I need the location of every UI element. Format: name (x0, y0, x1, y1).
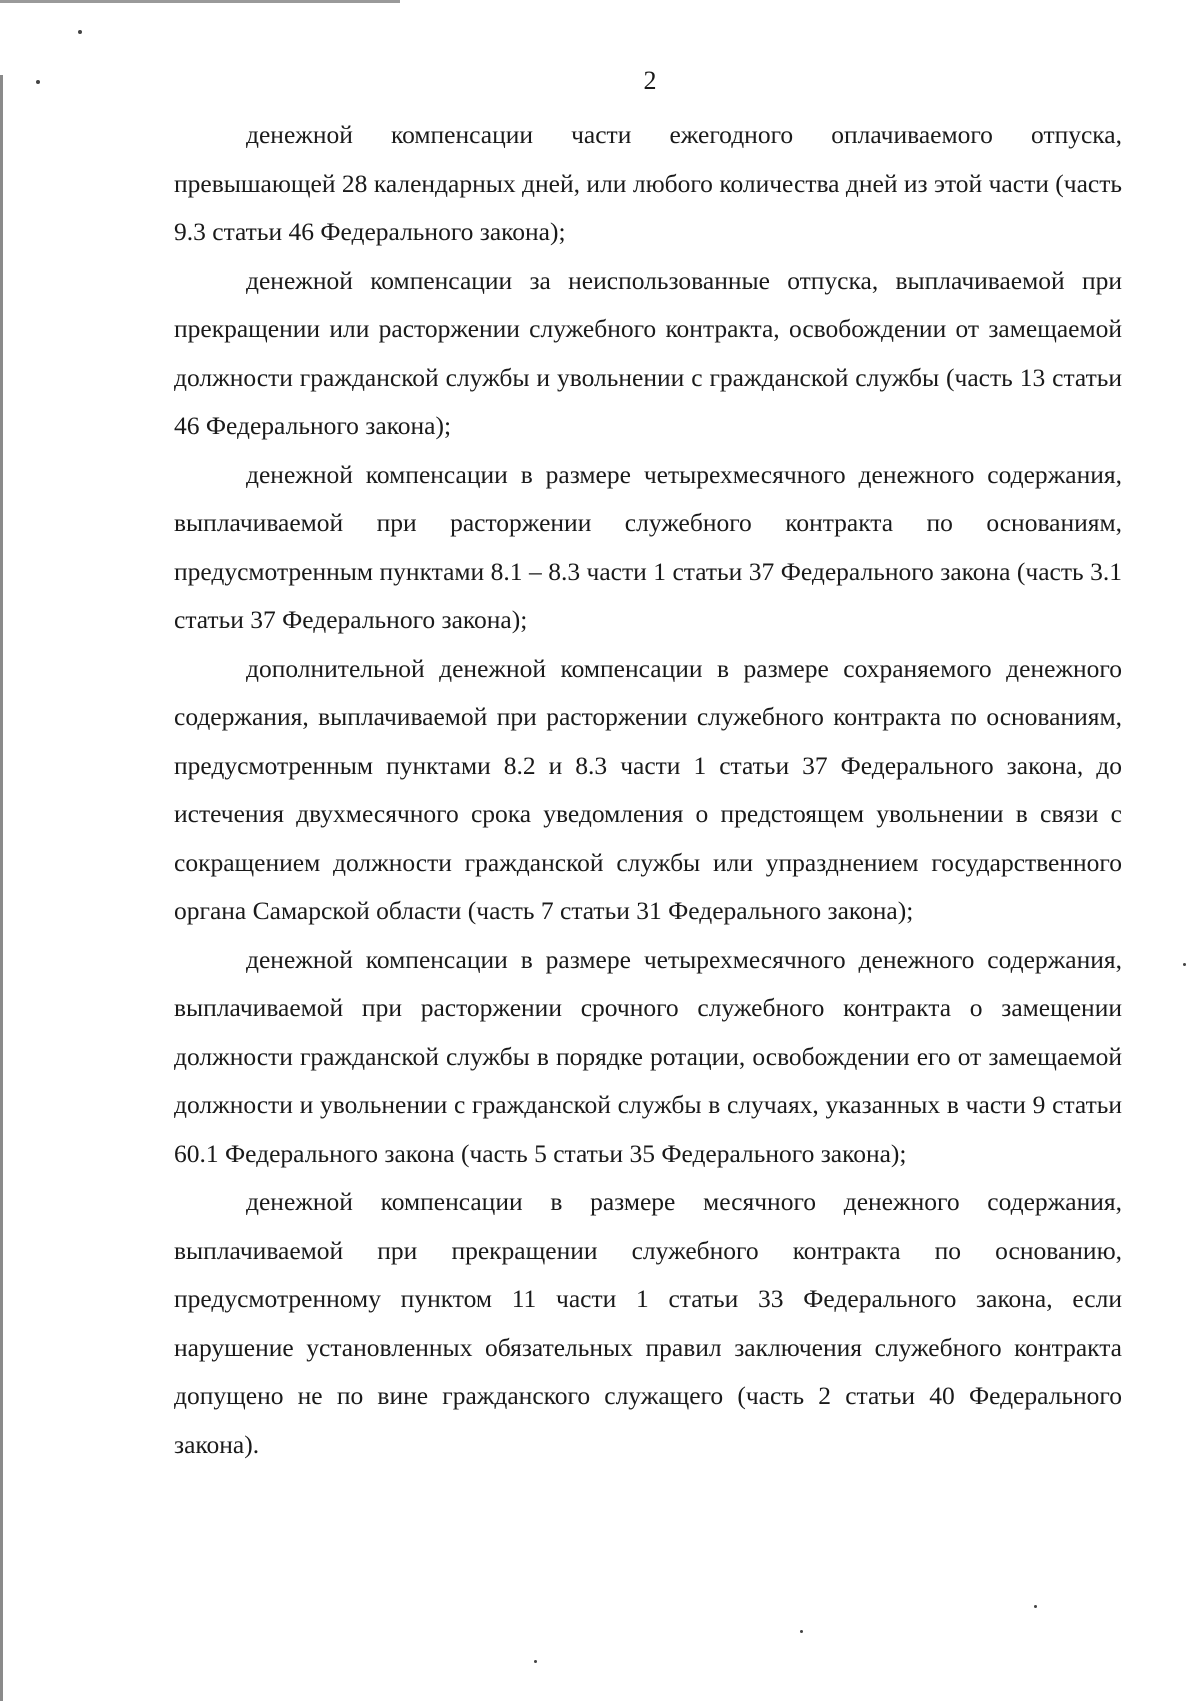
scan-speck (1183, 963, 1186, 966)
paragraph: дополнительной денежной компенсации в размере сохраняемого денежного содержания, выплачиваемой при расторжении служебного контракта по основаниям, предусмотренным пунктами 8.2 и 8.3 части 1 статьи 37 Федерального закона, до истечения двухмесячного срока уведомления о предстоящем увольнении в связи с сокращением должности гражданской службы или упразднением государственного органа Самарской области (часть 7 статьи 31 Федерального закона); (174, 653, 1122, 925)
paragraph: денежной компенсации за неиспользованные отпуска, выплачиваемой при прекращении или расторжении служебного контракта, освобождении от замещаемой должности гражданской службы и увольнении с гражданской службы (часть 13 статьи 46 Федерального закона); (174, 265, 1122, 440)
paragraph: денежной компенсации части ежегодного оплачиваемого отпуска, превышающей 28 календарных дней, или любого количества дней из этой части (часть 9.3 статьи 46 Федерального закона); (174, 120, 1122, 246)
scan-speck (800, 1630, 803, 1633)
scan-speck (534, 1660, 537, 1663)
document-body (174, 111, 1122, 1469)
page-number: 2 (643, 66, 657, 95)
paragraph: денежной компенсации в размере четырехмесячного денежного содержания, выплачиваемой при расторжении служебного контракта по основаниям, предусмотренным пунктами 8.1 – 8.3 части 1 статьи 37 Федерального закона (часть 3.1 статьи 37 Федерального закона); (174, 459, 1122, 634)
scan-edge-left (0, 75, 3, 1701)
scan-speck (78, 30, 82, 34)
scan-speck (1034, 1605, 1037, 1608)
scan-edge-top (0, 0, 400, 3)
paragraph: денежной компенсации в размере четырехмесячного денежного содержания, выплачиваемой при расторжении срочного служебного контракта о замещении должности гражданской службы в порядке ротации, освобождении его от замещаемой должности и увольнении с гражданской службы в случаях, указанных в части 9 статьи 60.1 Федерального закона (часть 5 статьи 35 Федерального закона); (174, 944, 1122, 1168)
paragraph: денежной компенсации в размере месячного денежного содержания, выплачиваемой при прекращении служебного контракта по основанию, предусмотренному пунктом 11 части 1 статьи 33 Федерального закона, если нарушение установленных обязательных правил заключения служебного контракта допущено не по вине гражданского служащего (часть 2 статьи 40 Федерального закона). (174, 1187, 1122, 1459)
